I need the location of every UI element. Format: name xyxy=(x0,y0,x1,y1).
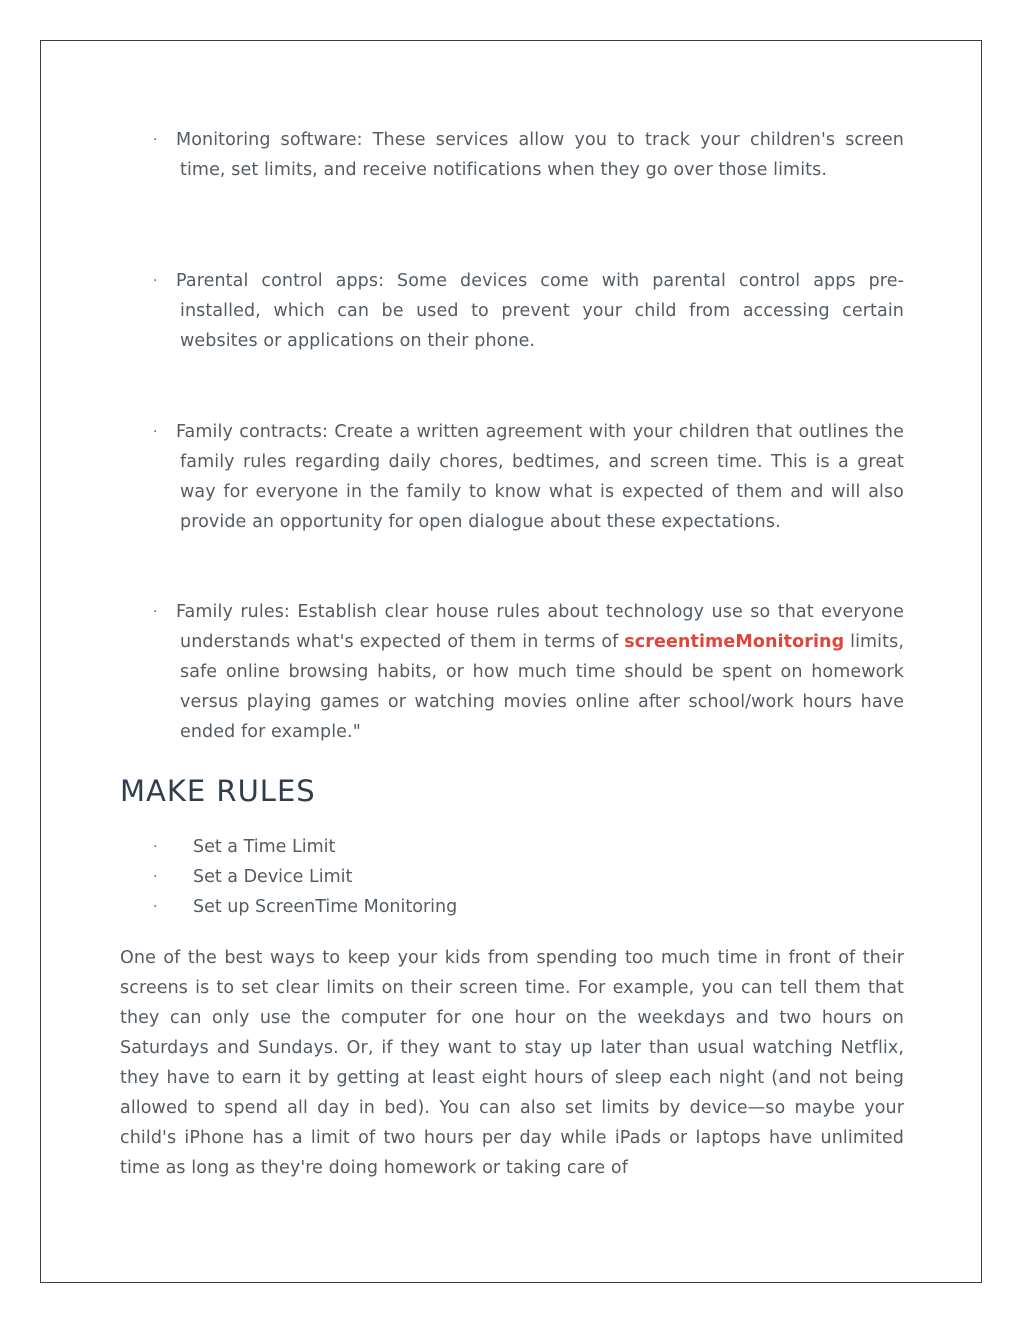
list-item-text xyxy=(120,597,904,747)
screentime-monitoring-link[interactable]: screentimeMonitoring xyxy=(624,632,845,652)
bullet: · xyxy=(153,273,158,289)
section-heading: MAKE RULES xyxy=(120,774,316,808)
bullet: · xyxy=(153,132,158,148)
bullet: · xyxy=(153,604,158,620)
list-item-text: Family contracts: Create a written agreement with your children that outlines the family rules regarding daily chores, bedtimes, and screen time. This is a great way for everyone in the family to know what is expected of them and will also provide an opportunity for open dialogue about these expectations. xyxy=(176,422,904,532)
rules-list-item-label: Set up ScreenTime Monitoring xyxy=(193,897,458,917)
rules-list-item-label: Set a Time Limit xyxy=(193,837,336,857)
bullet: · xyxy=(153,839,158,855)
rules-list-item xyxy=(120,832,904,862)
rules-list-item xyxy=(120,862,904,892)
text-before-link: Family rules: Establish clear house rules about technology use so that everyone understands what's expected of them in terms of xyxy=(176,602,904,652)
list-item-family-rules xyxy=(120,597,904,747)
list-item-monitoring-software xyxy=(120,125,904,185)
bullet: · xyxy=(153,899,158,915)
list-item-text: Monitoring software: These services allow you to track your children's screen time, set limits, and receive notifications when they go over those limits. xyxy=(176,130,904,180)
body-paragraph: One of the best ways to keep your kids from spending too much time in front of their screens is to set clear limits on their screen time. For example, you can tell them that they can only use the computer for one hour on the weekdays and two hours on Saturdays and Sundays. Or, if they want to stay up later than usual watching Netflix, they have to earn it by getting at least eight hours of sleep each night (and not being allowed to spend all day in bed). You can also set limits by device—so maybe your child's iPhone has a limit of two hours per day while iPads or laptops have unlimited time as long as they're doing homework or taking care of xyxy=(120,948,904,1178)
list-item-family-contracts xyxy=(120,417,904,537)
text-after-link: limits, safe online browsing habits, or how much time should be spent on homework versus playing games or watching movies online after school/work hours have ended for example." xyxy=(180,632,904,742)
rules-list xyxy=(120,832,904,922)
list-item-parental-control-apps xyxy=(120,266,904,356)
rules-list-item xyxy=(120,892,904,922)
bullet: · xyxy=(153,869,158,885)
rules-list-item-label: Set a Device Limit xyxy=(193,867,353,887)
bullet: · xyxy=(153,424,158,440)
list-item-text: Parental control apps: Some devices come with parental control apps pre-installed, which can be used to prevent your child from accessing certain websites or applications on their phone. xyxy=(176,271,904,351)
